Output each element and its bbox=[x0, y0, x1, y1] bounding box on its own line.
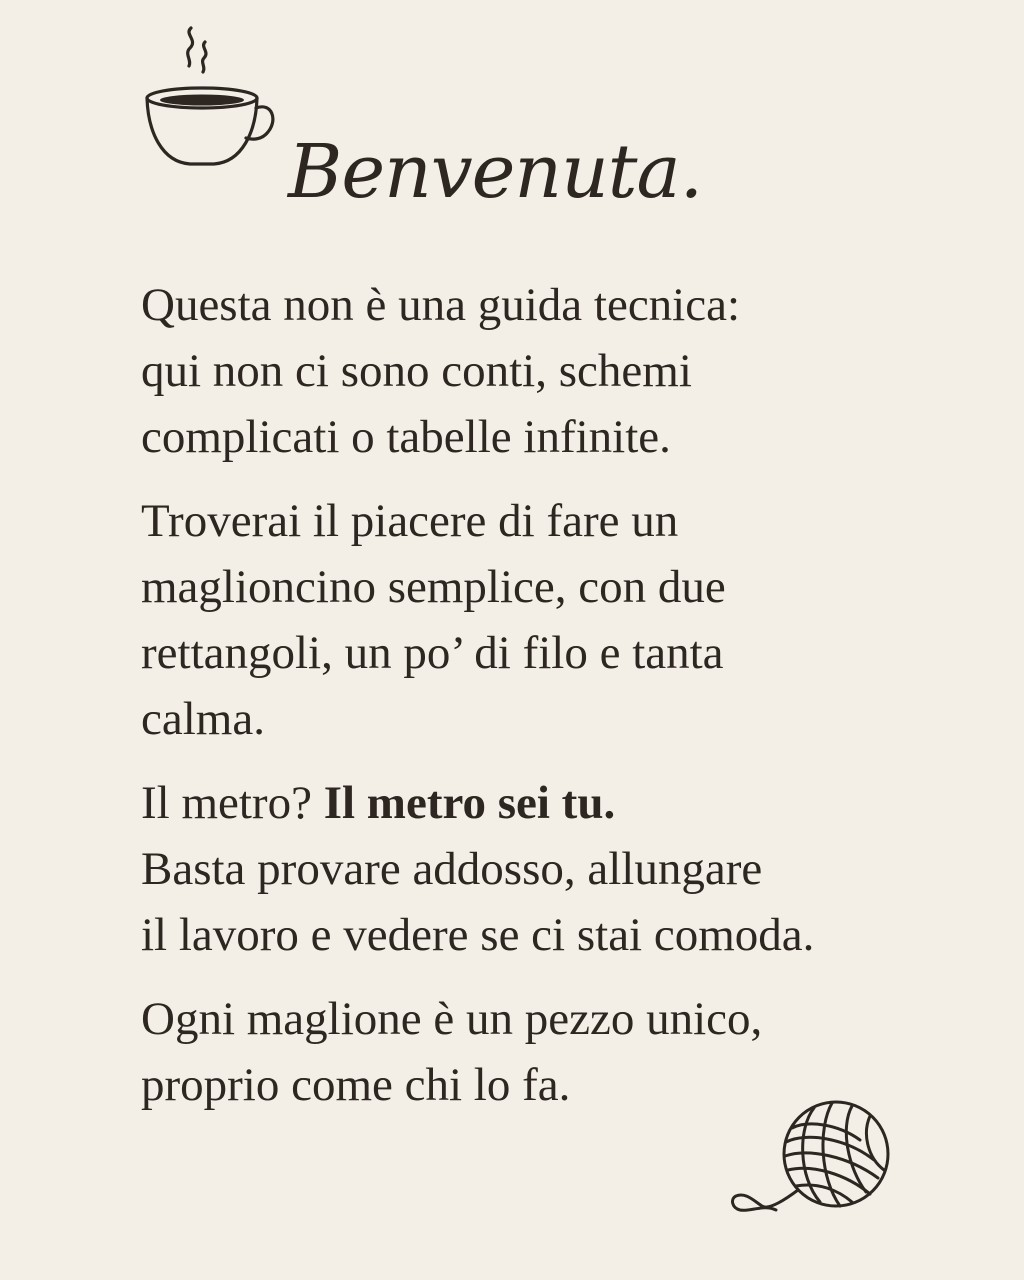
paragraph-intro bbox=[141, 272, 981, 470]
page-title: Benvenuta. bbox=[288, 129, 703, 215]
coffee-cup-icon bbox=[140, 22, 275, 172]
yarn-ball-icon bbox=[728, 1098, 896, 1224]
measure-answer-bold: Il metro sei tu. bbox=[323, 777, 616, 829]
text-line: il lavoro e vedere se ci stai comoda. bbox=[141, 909, 815, 961]
text-line: Basta provare addosso, allungare bbox=[141, 843, 763, 895]
text-line: proprio come chi lo fa. bbox=[141, 1059, 571, 1111]
paragraph-measure bbox=[141, 770, 981, 968]
text-line: Questa non è una guida tecnica: bbox=[141, 279, 741, 331]
welcome-body bbox=[141, 272, 981, 1136]
text-line-measure bbox=[141, 770, 981, 836]
text-line: rettangoli, un po’ di filo e tanta bbox=[141, 627, 724, 679]
paragraph-pleasure bbox=[141, 488, 981, 752]
text-line: Ogni maglione è un pezzo unico, bbox=[141, 993, 763, 1045]
text-line: calma. bbox=[141, 693, 265, 745]
text-line: complicati o tabelle infinite. bbox=[141, 411, 671, 463]
text-line: Troverai il piacere di fare un bbox=[141, 495, 679, 547]
measure-question: Il metro? bbox=[141, 777, 324, 829]
text-line: qui non ci sono conti, schemi bbox=[141, 345, 692, 397]
text-line: maglioncino semplice, con due bbox=[141, 561, 726, 613]
